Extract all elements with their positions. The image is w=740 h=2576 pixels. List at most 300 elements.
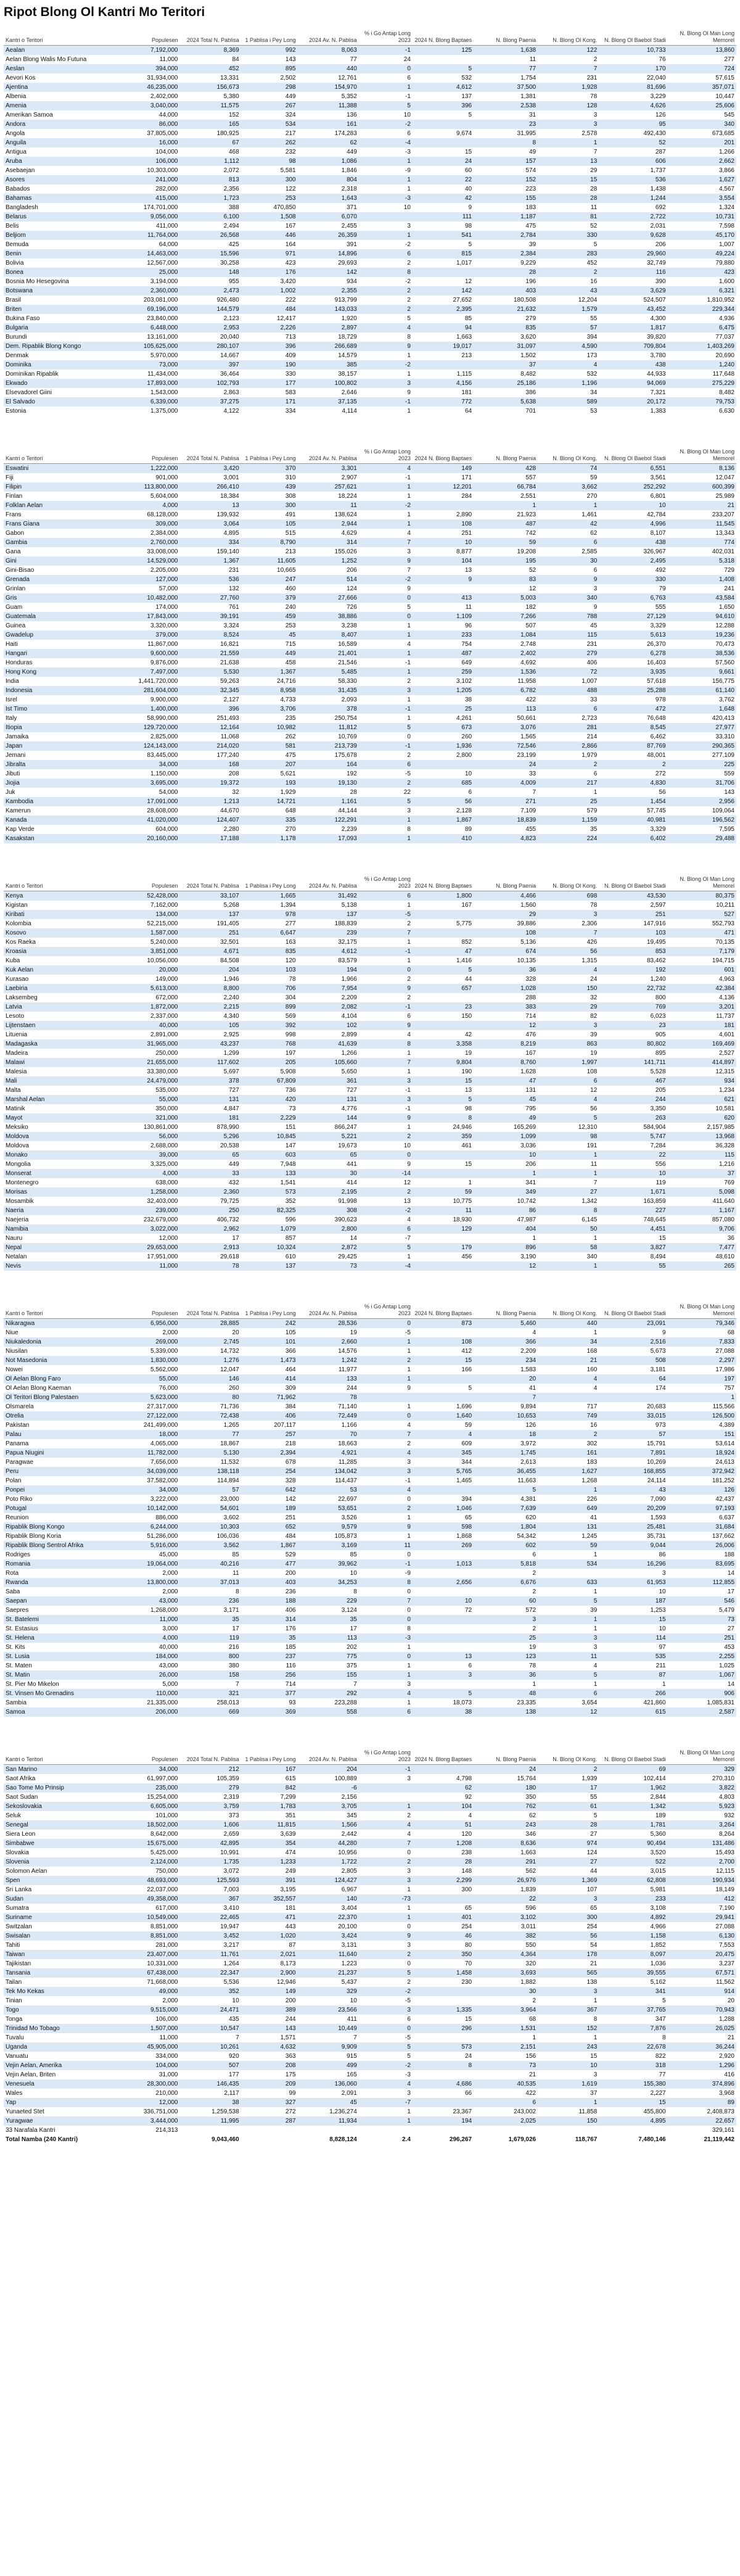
table-cell: 5 [538,240,599,249]
table-row [4,1067,736,1076]
country-name: Aelan Blong Walis Mo Futuna [4,55,115,64]
table-cell: 10,733 [599,46,667,56]
table-cell: 971 [241,249,298,258]
table-cell: -3 [359,194,413,203]
table-cell: 2,093 [298,695,359,704]
table-cell: 309 [241,1384,298,1393]
table-cell: 147 [241,1141,298,1150]
table-row [4,1039,736,1049]
table-row [4,1215,736,1224]
table-cell [413,2033,474,2042]
table-cell: 78 [241,975,298,984]
table-cell: 14,732 [179,1347,240,1356]
table-cell: 5,613,000 [115,984,179,993]
table-cell: 3,325,000 [115,1160,179,1169]
table-cell: 866,247 [298,1123,359,1132]
column-header: N. Blong Ol Man Long Memorel [668,1744,736,1765]
table-cell: 2,656 [413,1578,474,1587]
table-cell: 44 [413,975,474,984]
table-cell: 1,627 [538,1467,599,1476]
country-name: Denmak [4,351,115,360]
table-cell: 105,359 [179,1774,240,1783]
table-cell: 21,546 [298,658,359,667]
table-cell: 4,733 [241,695,298,704]
table-cell: 100,889 [298,1774,359,1783]
table-cell: 4 [359,1830,413,1839]
table-cell: 49,358,000 [115,1894,179,1904]
country-name: Lituenia [4,1030,115,1039]
table-cell: -3 [359,1633,413,1643]
table-cell: 565 [538,1968,599,1978]
table-cell: 48,001 [599,751,667,760]
table-cell: 64 [413,407,474,416]
column-header: 2024 N. Blong Baptaes [413,870,474,891]
table-cell: 24,613 [668,1458,736,1467]
table-row [4,519,736,529]
table-cell: 369 [241,1707,298,1717]
table-cell: 29 [538,166,599,175]
table-cell: 37,275 [179,397,240,407]
table-cell: 16 [538,277,599,286]
table-cell: 192 [298,769,359,778]
country-name: Ajentina [4,83,115,92]
table-row [4,1476,736,1485]
table-cell: 3 [359,547,413,556]
table-cell: 4 [359,640,413,649]
table-cell: 151 [668,1430,736,1439]
table-cell: 652 [241,1522,298,1532]
stats-table [4,25,736,416]
table-cell: 8,264 [668,1830,736,1839]
table-cell: 1,266 [298,1049,359,1058]
table-cell: 7 [359,566,413,575]
table-cell: 1,268 [538,1476,599,1485]
table-cell: 378 [179,1076,240,1086]
table-cell: 2,356 [179,184,240,194]
table-cell: 8 [413,1113,474,1123]
table-cell: 896 [474,1243,538,1252]
table-cell: 13 [538,157,599,166]
table-cell: 649 [413,658,474,667]
table-cell: 49,000 [115,1987,179,1996]
header-row [4,443,736,464]
table-cell: 345 [413,1448,474,1458]
table-cell: 85 [179,1550,240,1559]
table-cell [413,1615,474,1624]
table-row [4,166,736,175]
table-cell: 1,166 [298,1421,359,1430]
table-cell: 1 [538,1169,599,1178]
table-cell: 38 [413,695,474,704]
table-row [4,695,736,704]
table-cell: 3,420 [179,464,240,474]
table-cell: 1,099 [474,1132,538,1141]
table-cell: 119 [599,1178,667,1187]
table-cell: 14,667 [179,351,240,360]
table-cell: 1,383 [599,407,667,416]
table-cell [413,1150,474,1160]
table-cell: 229,344 [668,305,736,314]
table-cell: 1 [359,184,413,194]
table-cell: 232,679,000 [115,1215,179,1224]
table-cell: 638,000 [115,1178,179,1187]
table-cell: 23,000 [179,1495,240,1504]
table-cell: 4 [359,1215,413,1224]
table-cell: 1,067 [668,1670,736,1680]
table-cell: 42 [413,1030,474,1039]
table-cell: 421,860 [599,1698,667,1707]
table-row [4,2126,736,2135]
table-cell: 213,739 [298,741,359,751]
table-cell: 137 [298,910,359,919]
table-cell: 4,629 [298,529,359,538]
table-cell: 1,936 [413,741,474,751]
table-cell: 87 [599,1670,667,1680]
table-cell: 32,345 [179,686,240,695]
table-cell: 18,867 [179,1439,240,1448]
total-cell: 2.4 [359,2135,413,2144]
table-cell: 290,365 [668,741,736,751]
table-cell: 32 [538,993,599,1002]
table-cell: 137 [179,910,240,919]
table-cell: 69 [599,1765,667,1775]
table-cell: 3,124 [298,1606,359,1615]
table-cell: 107 [538,1885,599,1894]
table-cell: 231 [538,73,599,83]
table-cell: 1,737 [599,166,667,175]
table-cell: 1 [359,621,413,630]
table-cell: 260 [179,1384,240,1393]
table-row [4,667,736,677]
table-cell: 0 [359,1959,413,1968]
table-cell: 214 [538,732,599,741]
table-cell [413,55,474,64]
table-cell: 7,948 [241,1160,298,1169]
table-cell: 2,360 [179,1187,240,1197]
table-row [4,1996,736,2005]
table-cell: 1,013 [413,1559,474,1569]
table-cell: 6 [359,1012,413,1021]
country-name: Albenia [4,92,115,101]
table-cell: 1 [474,1169,538,1178]
table-cell: 45,000 [115,1550,179,1559]
table-cell: 19 [298,1328,359,1337]
table-cell: 206 [298,566,359,575]
table-cell: 7,595 [668,825,736,834]
column-header: N. Blong Paenia [474,443,538,464]
table-cell: 195 [474,556,538,566]
table-cell: 347 [599,2015,667,2024]
table-cell: 905 [599,1030,667,1039]
table-cell: 207 [241,760,298,769]
table-cell: 148 [179,268,240,277]
table-cell: 3,420 [241,277,298,286]
table-cell: 91,998 [298,1197,359,1206]
table-cell: 8,482 [474,369,538,379]
table-cell: 168,855 [599,1467,667,1476]
table-cell: 21 [474,2070,538,2079]
table-row [4,806,736,815]
country-name: Kosovo [4,928,115,938]
table-row [4,1978,736,1987]
table-row [4,1848,736,1857]
table-cell: 835 [241,947,298,956]
table-cell: 1,020 [241,1931,298,1941]
table-cell: 3,639 [241,1830,298,1839]
table-cell: 18,073 [413,1698,474,1707]
table-cell: 31,706 [668,778,736,788]
table-cell: 617,000 [115,1904,179,1913]
table-row [4,157,736,166]
table-cell: 9 [359,984,413,993]
table-cell: 2,907 [298,473,359,482]
table-cell: 1,007 [668,240,736,249]
table-cell: 138,624 [298,510,359,519]
table-cell: 13 [413,1086,474,1095]
table-row [4,1458,736,1467]
table-cell: 2,229 [241,1113,298,1123]
table-cell: 277 [668,55,736,64]
table-cell: 11,995 [179,2116,240,2126]
table-cell: 54 [538,1941,599,1950]
table-cell: 31,995 [474,129,538,138]
table-cell: 4 [359,2079,413,2089]
country-name: Montenegro [4,1178,115,1187]
table-row [4,1104,736,1113]
table-cell: 13 [413,566,474,575]
table-cell: 7 [179,2033,240,2042]
table-cell: 715 [241,640,298,649]
table-cell: -1 [359,1559,413,1569]
table-row [4,1765,736,1775]
table-cell [359,212,413,221]
table-cell: 4,895 [179,529,240,538]
table-row [4,1243,736,1252]
table-cell: 1 [359,1904,413,1913]
country-name: Tuvalu [4,2033,115,2042]
table-cell: 115 [668,1150,736,1160]
country-name: Kuba [4,956,115,965]
table-cell: 5,240,000 [115,938,179,947]
table-row [4,1086,736,1095]
table-cell: 173 [538,351,599,360]
table-cell: 29,693 [298,258,359,268]
table-cell: 1,508 [241,212,298,221]
table-cell: 3,264 [668,1820,736,1830]
table-cell: 5 [413,240,474,249]
country-name: Jemani [4,751,115,760]
table-cell: 3 [538,2070,599,2079]
table-cell: 1,531 [474,2024,538,2033]
table-cell: 7,477 [668,1243,736,1252]
table-cell: 30 [298,1169,359,1178]
table-cell: 95 [599,120,667,129]
table-cell: 120 [241,956,298,965]
table-cell: 200 [241,1996,298,2005]
table-cell: 114,894 [179,1476,240,1485]
table-cell: 2,844 [599,1793,667,1802]
table-cell: 857 [241,1234,298,1243]
table-cell: 1 [359,157,413,166]
table-cell: 1,868 [413,1532,474,1541]
table-cell: 579 [538,806,599,815]
table-cell: 38,536 [668,649,736,658]
table-row [4,1987,736,1996]
table-cell: 642 [241,1485,298,1495]
table-cell: 23,840,000 [115,314,179,323]
table-cell: 4,612 [413,83,474,92]
table-cell: 7 [359,1430,413,1439]
column-header: N. Blong Ol Baebol Stadi [599,1744,667,1765]
table-cell: 5,528 [599,1067,667,1076]
table-cell: 58,990,000 [115,714,179,723]
table-cell: 615 [241,1774,298,1783]
table-cell: 550 [474,1941,538,1950]
table-cell: 1,381 [474,92,538,101]
table-cell: 13,161,000 [115,332,179,342]
table-cell: -1 [359,741,413,751]
table-cell: 57,745 [599,806,667,815]
table-cell: 167 [241,221,298,231]
total-cell: 118,767 [538,2135,599,2144]
table-cell: 6 [474,2098,538,2107]
table-cell: 39,555 [599,1968,667,1978]
table-cell: 233 [599,1894,667,1904]
table-cell: 275,229 [668,379,736,388]
table-cell: 20,538 [179,1141,240,1150]
table-cell: 130,861,000 [115,1123,179,1132]
table-cell: 16,296 [599,1559,667,1569]
country-name: Itiopia [4,723,115,732]
table-cell: 340 [538,1252,599,1261]
table-cell: 2,587 [668,1707,736,1717]
table-cell: 42,437 [668,1495,736,1504]
table-cell: 43 [599,1485,667,1495]
table-cell: 83,462 [599,956,667,965]
table-cell: 11,761 [179,1950,240,1959]
table-cell: 203,081,000 [115,295,179,305]
table-cell: 138,118 [179,1467,240,1476]
table-cell: 87 [241,1941,298,1950]
table-cell: 352 [241,1197,298,1206]
country-name: Bulgaria [4,323,115,332]
table-cell: 281 [538,723,599,732]
country-name: Bolivia [4,258,115,268]
table-cell: 1 [359,2116,413,2126]
table-cell: 45,170 [668,231,736,240]
table-cell: 208 [179,769,240,778]
table-cell: 455 [474,825,538,834]
table-cell: 65 [413,1904,474,1913]
table-cell: 1,367 [241,667,298,677]
table-row [4,956,736,965]
table-cell: 138 [538,1978,599,1987]
table-cell: 9,628 [599,231,667,240]
table-cell: 19,130 [298,778,359,788]
table-cell: 515 [241,529,298,538]
table-cell: 33,310 [668,732,736,741]
table-cell: 11,000 [115,2033,179,2042]
table-cell: 206,000 [115,1707,179,1717]
table-row [4,1448,736,1458]
table-row [4,1384,736,1393]
table-cell: 73 [474,2061,538,2070]
table-cell: 19,236 [668,630,736,640]
table-cell: 20,160,000 [115,834,179,843]
table-cell: 8 [359,825,413,834]
country-name: Kamerun [4,806,115,815]
table-cell: 330 [599,575,667,584]
table-cell: 4,626 [599,101,667,110]
table-cell: 2,337,000 [115,1012,179,1021]
table-cell: 581 [241,741,298,751]
table-cell: 180,925 [179,129,240,138]
table-cell: 1 [359,938,413,947]
table-cell: 370 [241,464,298,474]
table-cell: 13 [413,1652,474,1661]
table-cell: 14,896 [298,249,359,258]
table-cell: 3,324 [179,621,240,630]
table-cell: 4,000 [115,1633,179,1643]
table-cell: 3,238 [298,621,359,630]
table-cell: 375 [298,1661,359,1670]
table-cell: 1,084 [474,630,538,640]
table-cell: 2 [359,258,413,268]
table-cell: 28,300,000 [115,2079,179,2089]
table-cell: 886,000 [115,1513,179,1522]
column-header: % i Go Antap Long 2023 [359,443,413,464]
table-cell [599,1393,667,1402]
table-row [4,2079,736,2089]
table-cell: 532 [538,369,599,379]
table-cell: 8,173 [241,1959,298,1968]
table-row [4,901,736,910]
country-name: St. Vinsen Mo Grenadins [4,1689,115,1698]
table-cell: 12,201 [413,482,474,492]
table-cell: 3,011 [474,1922,538,1931]
table-cell: 17,093 [298,834,359,843]
table-cell: 895 [241,64,298,73]
table-cell: 29,425 [298,1252,359,1261]
table-cell: 468 [179,147,240,157]
country-name: Olsmarela [4,1402,115,1411]
country-name: St. Batelemi [4,1615,115,1624]
table-cell [413,1021,474,1030]
table-cell: 1 [474,1680,538,1689]
table-cell: 1 [359,1067,413,1076]
table-cell [413,1996,474,2005]
country-name: Niue [4,1328,115,1337]
table-cell: 169,469 [668,1039,736,1049]
table-cell: 2,072 [179,166,240,175]
table-cell: 40 [413,184,474,194]
table-cell: 10,991 [179,1848,240,1857]
table-cell: 6,605,000 [115,1802,179,1811]
column-header: 2024 Total N. Pablisa [179,870,240,891]
table-cell: 2,962 [179,1224,240,1234]
table-cell [413,2098,474,2107]
table-cell: 235 [241,714,298,723]
table-cell: 244 [599,1095,667,1104]
table-cell: 277,109 [668,751,736,760]
country-name: Namibia [4,1224,115,1234]
table-cell: 59 [538,473,599,482]
table-cell: 3,695,000 [115,778,179,788]
table-cell: 10,653 [474,1411,538,1421]
table-cell: 8,958 [241,686,298,695]
column-header: N. Blong Ol Baebol Stadi [599,870,667,891]
table-cell: 5,775 [413,919,474,928]
